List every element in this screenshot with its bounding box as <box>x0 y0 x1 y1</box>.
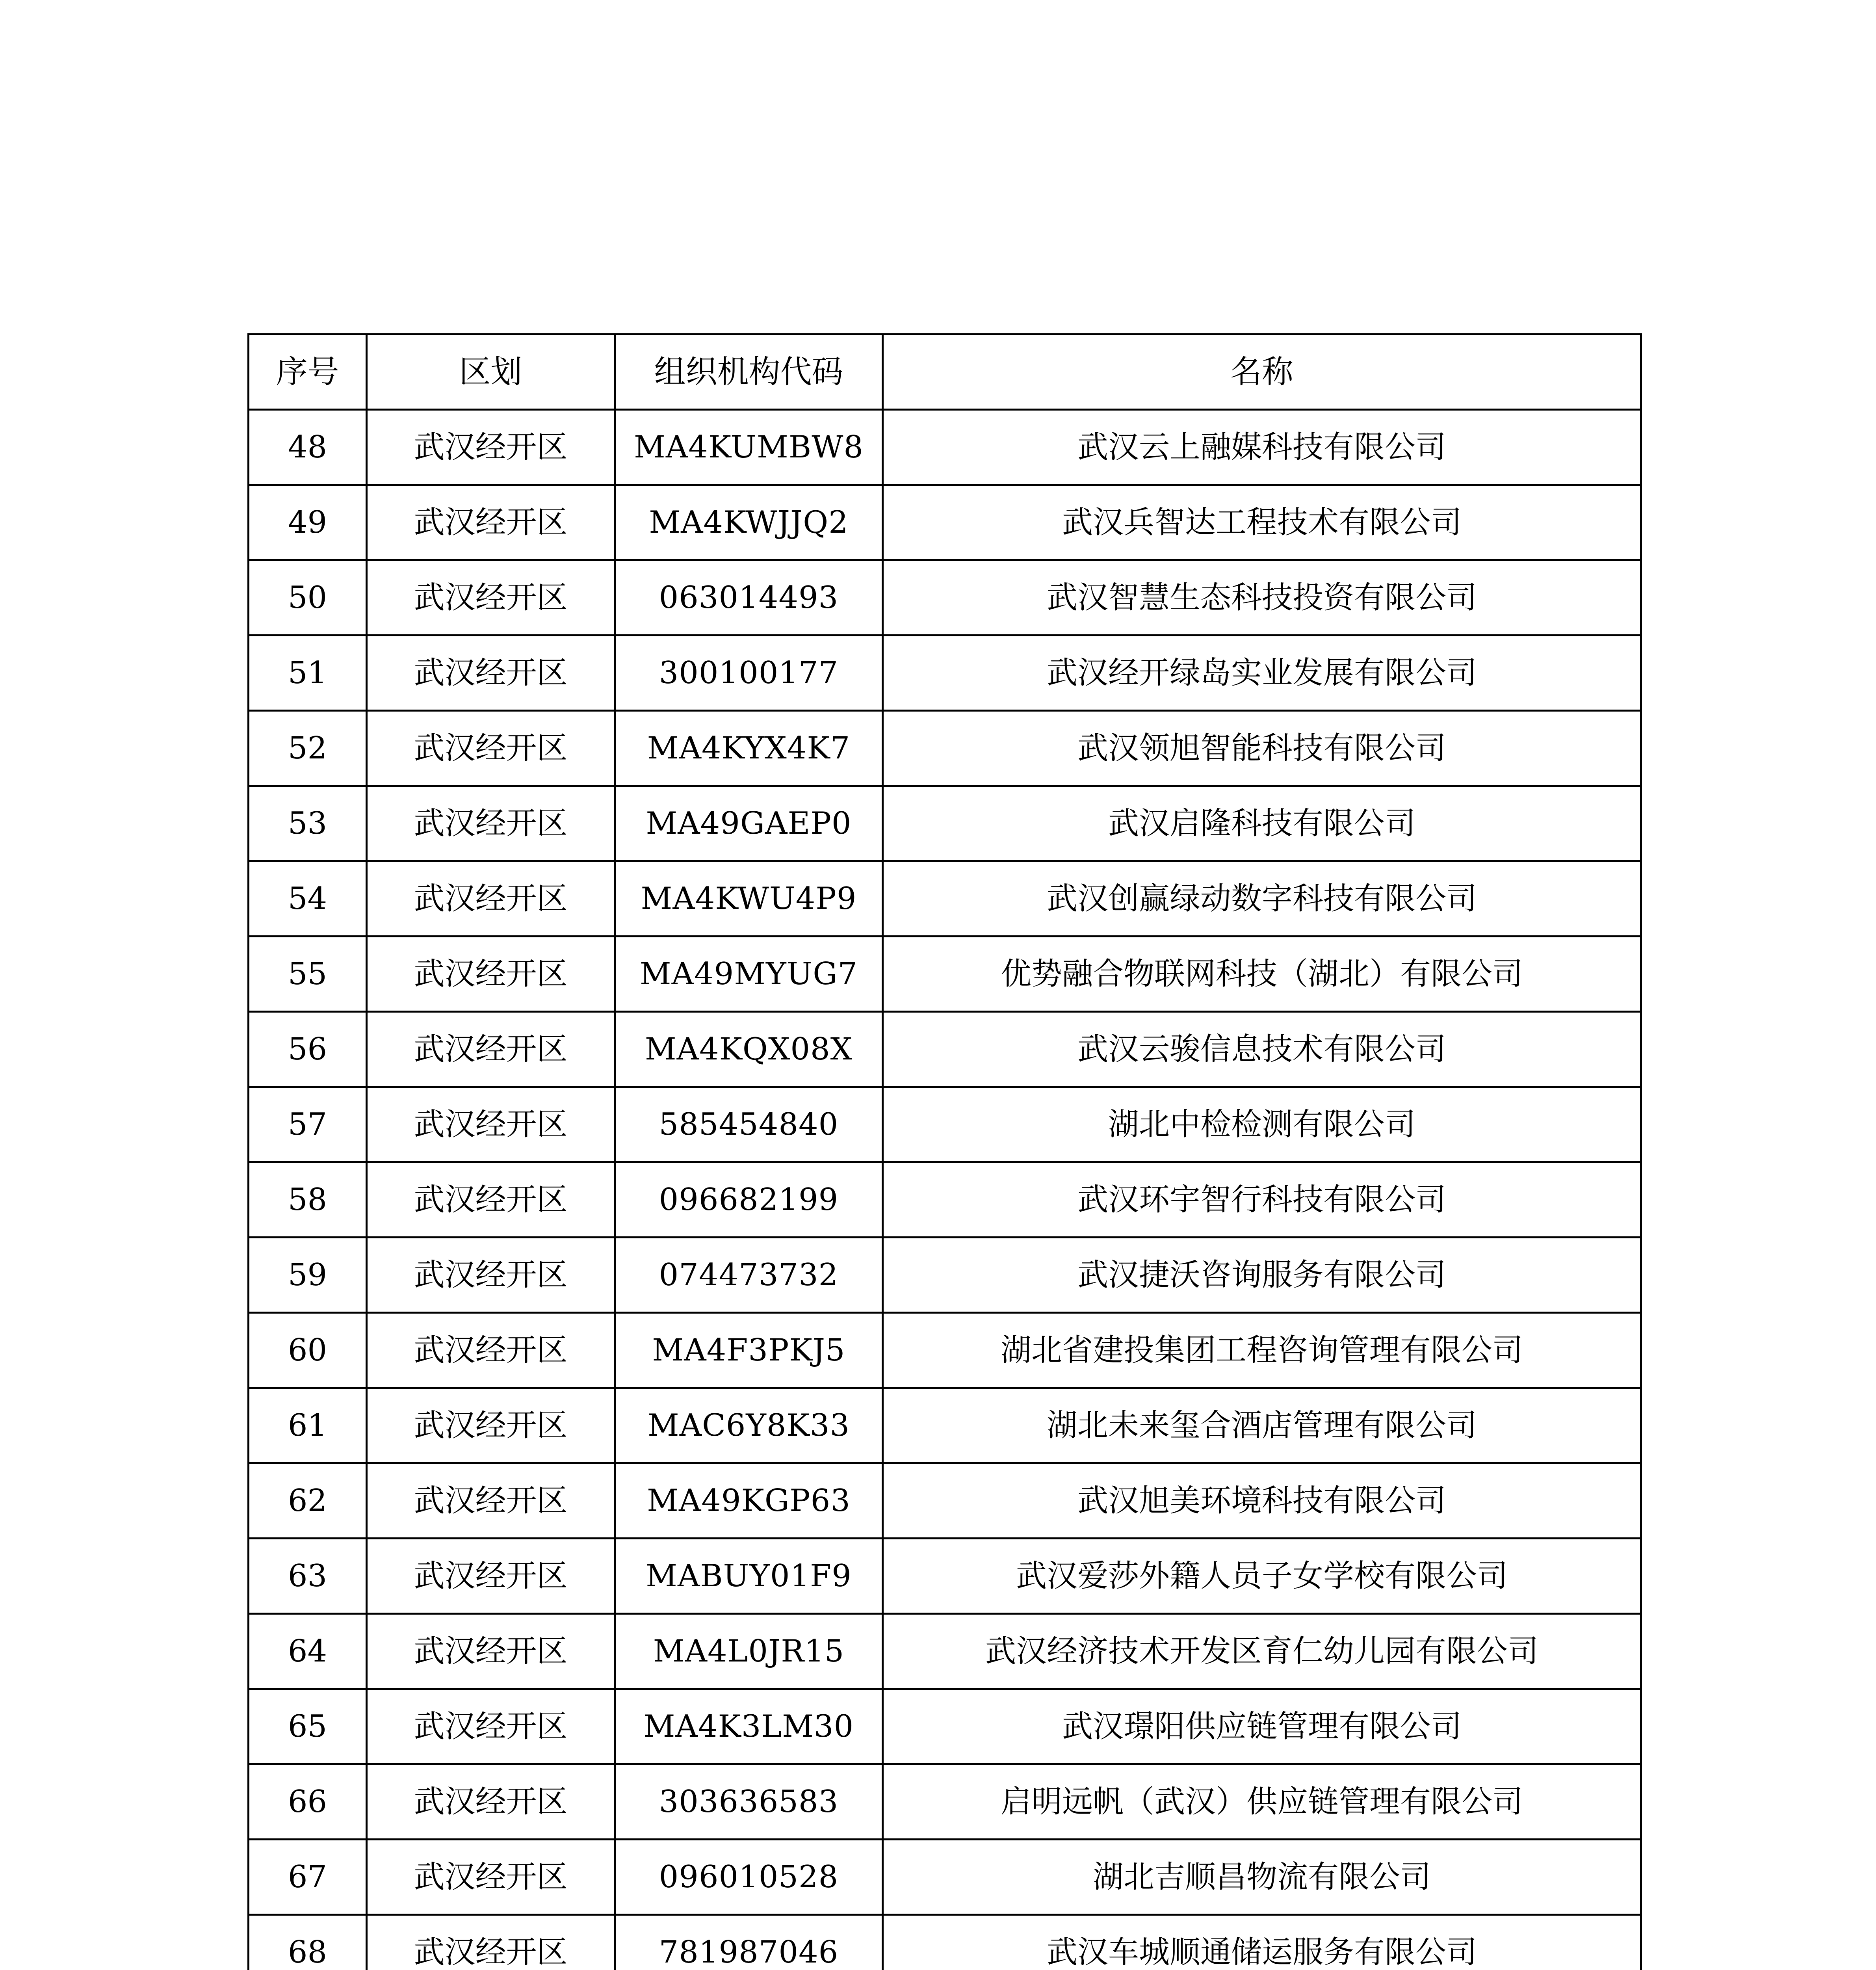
cell-code: MA4KWJJQ2 <box>615 485 883 560</box>
table-body <box>249 410 1641 1970</box>
cell-district: 武汉经开区 <box>367 1463 615 1539</box>
cell-name: 武汉领旭智能科技有限公司 <box>883 711 1641 786</box>
cell-district: 武汉经开区 <box>367 485 615 560</box>
cell-seq: 65 <box>249 1689 367 1764</box>
cell-district: 武汉经开区 <box>367 636 615 711</box>
table-row <box>249 786 1641 861</box>
cell-seq: 49 <box>249 485 367 560</box>
cell-name: 武汉智慧生态科技投资有限公司 <box>883 560 1641 636</box>
table-row <box>249 1614 1641 1689</box>
cell-seq: 56 <box>249 1012 367 1087</box>
cell-district: 武汉经开区 <box>367 1614 615 1689</box>
table-row <box>249 937 1641 1012</box>
cell-name: 武汉创赢绿动数字科技有限公司 <box>883 861 1641 937</box>
cell-seq: 51 <box>249 636 367 711</box>
cell-code: MA4KUMBW8 <box>615 410 883 485</box>
cell-name: 湖北中检检测有限公司 <box>883 1087 1641 1162</box>
header-district: 区划 <box>367 335 615 410</box>
table-row <box>249 1840 1641 1915</box>
table-row <box>249 1313 1641 1388</box>
cell-name: 武汉爱莎外籍人员子女学校有限公司 <box>883 1539 1641 1614</box>
header-row <box>249 335 1641 410</box>
table-row <box>249 861 1641 937</box>
cell-code: 074473732 <box>615 1238 883 1313</box>
cell-seq: 64 <box>249 1614 367 1689</box>
cell-name: 湖北吉顺昌物流有限公司 <box>883 1840 1641 1915</box>
cell-seq: 59 <box>249 1238 367 1313</box>
table-row <box>249 410 1641 485</box>
cell-seq: 67 <box>249 1840 367 1915</box>
cell-code: 300100177 <box>615 636 883 711</box>
cell-code: MA4K3LM30 <box>615 1689 883 1764</box>
cell-name: 启明远帆（武汉）供应链管理有限公司 <box>883 1764 1641 1840</box>
cell-name: 湖北省建投集团工程咨询管理有限公司 <box>883 1313 1641 1388</box>
cell-code: MA4F3PKJ5 <box>615 1313 883 1388</box>
cell-code: MA4L0JR15 <box>615 1614 883 1689</box>
cell-district: 武汉经开区 <box>367 786 615 861</box>
cell-name: 武汉云骏信息技术有限公司 <box>883 1012 1641 1087</box>
cell-code: MA49KGP63 <box>615 1463 883 1539</box>
cell-name: 武汉旭美环境科技有限公司 <box>883 1463 1641 1539</box>
cell-seq: 55 <box>249 937 367 1012</box>
header-code: 组织机构代码 <box>615 335 883 410</box>
cell-name: 武汉启隆科技有限公司 <box>883 786 1641 861</box>
cell-district: 武汉经开区 <box>367 1012 615 1087</box>
cell-name: 武汉璟阳供应链管理有限公司 <box>883 1689 1641 1764</box>
cell-seq: 62 <box>249 1463 367 1539</box>
cell-district: 武汉经开区 <box>367 1388 615 1463</box>
cell-seq: 63 <box>249 1539 367 1614</box>
cell-name: 武汉兵智达工程技术有限公司 <box>883 485 1641 560</box>
cell-code: 096010528 <box>615 1840 883 1915</box>
cell-district: 武汉经开区 <box>367 1764 615 1840</box>
cell-district: 武汉经开区 <box>367 1915 615 1970</box>
cell-seq: 50 <box>249 560 367 636</box>
cell-code: 303636583 <box>615 1764 883 1840</box>
cell-code: 585454840 <box>615 1087 883 1162</box>
cell-code: MA4KWU4P9 <box>615 861 883 937</box>
header-seq: 序号 <box>249 335 367 410</box>
cell-seq: 61 <box>249 1388 367 1463</box>
cell-code: 096682199 <box>615 1162 883 1238</box>
cell-seq: 57 <box>249 1087 367 1162</box>
cell-district: 武汉经开区 <box>367 1689 615 1764</box>
cell-name: 武汉捷沃咨询服务有限公司 <box>883 1238 1641 1313</box>
cell-seq: 66 <box>249 1764 367 1840</box>
table-row <box>249 1388 1641 1463</box>
cell-district: 武汉经开区 <box>367 861 615 937</box>
cell-seq: 60 <box>249 1313 367 1388</box>
cell-name: 武汉经开绿岛实业发展有限公司 <box>883 636 1641 711</box>
table-row <box>249 711 1641 786</box>
table-row <box>249 1689 1641 1764</box>
table-row <box>249 1087 1641 1162</box>
cell-district: 武汉经开区 <box>367 410 615 485</box>
table-row <box>249 1162 1641 1238</box>
cell-seq: 68 <box>249 1915 367 1970</box>
cell-district: 武汉经开区 <box>367 560 615 636</box>
cell-name: 武汉云上融媒科技有限公司 <box>883 410 1641 485</box>
cell-code: MA49GAEP0 <box>615 786 883 861</box>
cell-district: 武汉经开区 <box>367 1840 615 1915</box>
table-row <box>249 1012 1641 1087</box>
table-row <box>249 636 1641 711</box>
cell-name: 武汉环宇智行科技有限公司 <box>883 1162 1641 1238</box>
cell-district: 武汉经开区 <box>367 1087 615 1162</box>
cell-seq: 53 <box>249 786 367 861</box>
cell-code: 063014493 <box>615 560 883 636</box>
cell-seq: 58 <box>249 1162 367 1238</box>
cell-seq: 48 <box>249 410 367 485</box>
cell-district: 武汉经开区 <box>367 1162 615 1238</box>
cell-district: 武汉经开区 <box>367 1539 615 1614</box>
table-row <box>249 485 1641 560</box>
table-row <box>249 1463 1641 1539</box>
cell-code: MA49MYUG7 <box>615 937 883 1012</box>
table-row <box>249 560 1641 636</box>
cell-code: MAC6Y8K33 <box>615 1388 883 1463</box>
company-roster-table <box>247 333 1642 1970</box>
cell-district: 武汉经开区 <box>367 937 615 1012</box>
table-row <box>249 1764 1641 1840</box>
table-header <box>249 335 1641 410</box>
header-name: 名称 <box>883 335 1641 410</box>
cell-name: 武汉经济技术开发区育仁幼儿园有限公司 <box>883 1614 1641 1689</box>
cell-code: MABUY01F9 <box>615 1539 883 1614</box>
cell-code: MA4KQX08X <box>615 1012 883 1087</box>
table-row <box>249 1238 1641 1313</box>
cell-name: 武汉车城顺通储运服务有限公司 <box>883 1915 1641 1970</box>
cell-name: 湖北未来玺合酒店管理有限公司 <box>883 1388 1641 1463</box>
cell-code: MA4KYX4K7 <box>615 711 883 786</box>
cell-seq: 54 <box>249 861 367 937</box>
table-row <box>249 1539 1641 1614</box>
table-row <box>249 1915 1641 1970</box>
cell-seq: 52 <box>249 711 367 786</box>
cell-name: 优势融合物联网科技（湖北）有限公司 <box>883 937 1641 1012</box>
cell-district: 武汉经开区 <box>367 1238 615 1313</box>
cell-code: 781987046 <box>615 1915 883 1970</box>
cell-district: 武汉经开区 <box>367 1313 615 1388</box>
cell-district: 武汉经开区 <box>367 711 615 786</box>
